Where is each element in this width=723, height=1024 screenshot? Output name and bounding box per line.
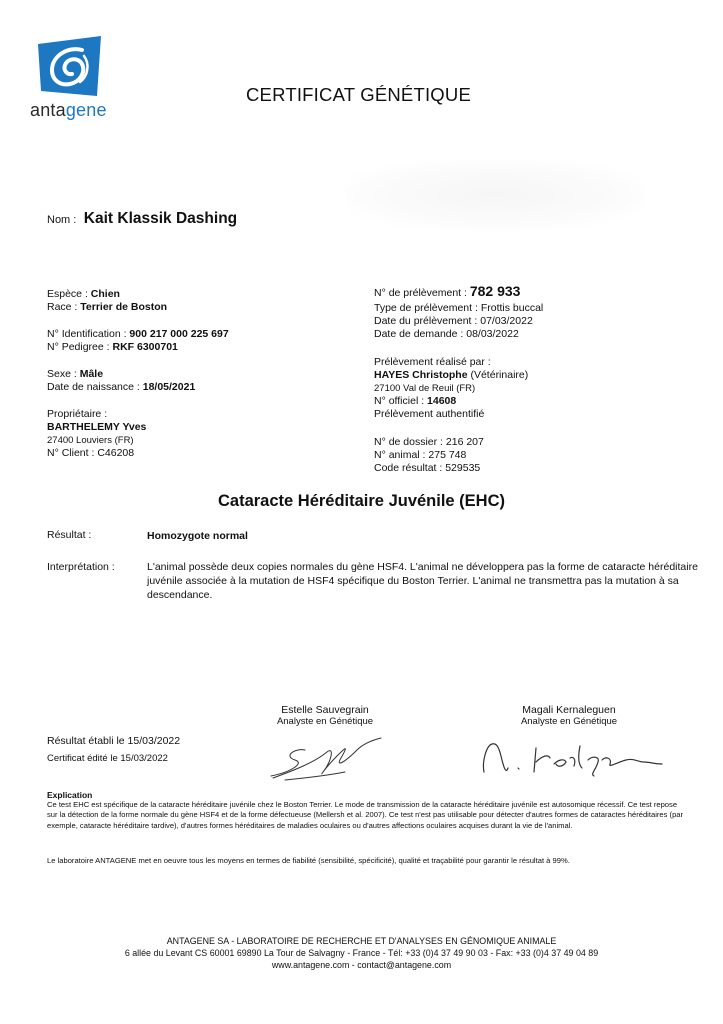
sample-type-value: Frottis buccal	[480, 302, 544, 314]
vet-role: (Vétérinaire)	[470, 369, 529, 381]
owner-label: Propriétaire :	[47, 408, 108, 420]
signatory-role-2: Analyste en Génétique	[520, 716, 618, 727]
sampled-by-label: Prélèvement réalisé par :	[374, 356, 491, 368]
authentic-text: Prélèvement authentifié	[374, 408, 485, 420]
result-label: Résultat :	[47, 529, 92, 541]
request-date-label: Date de demande :	[374, 328, 464, 340]
animal-value: 275 748	[428, 449, 467, 461]
vet-name: HAYES Christophe	[374, 369, 468, 381]
signatory-role-1: Analyste en Génétique	[276, 716, 374, 727]
species-row	[47, 288, 167, 314]
file-block	[374, 436, 484, 475]
dog-name-row	[47, 210, 237, 228]
pedigree-value: RKF 6300701	[112, 341, 178, 353]
dog-name: Kait Klassik Dashing	[83, 210, 238, 227]
official-label: N° officiel :	[374, 395, 425, 407]
result-established-date: Résultat établi le 15/03/2022	[47, 735, 181, 747]
sex-label: Sexe :	[47, 368, 77, 380]
sample-number-value: 782 933	[469, 283, 521, 299]
signatory-name-1: Estelle Sauvegrain	[281, 704, 369, 716]
owner-name: BARTHELEMY Yves	[47, 421, 147, 433]
file-value: 216 207	[445, 436, 484, 448]
sample-date-value: 07/03/2022	[480, 315, 533, 327]
signature-2-icon	[478, 738, 668, 778]
logo-wordmark: antagene	[30, 100, 107, 120]
interpretation-text: L'animal possède deux copies normales du gène HSF4. L'animal ne développera pas la forme de cataracte héréditaire juvénile associée à la mutation de HSF4 spécifique du Boston Terrier. L'animal ne transmettra pas la mutation à sa descendance.	[147, 561, 698, 601]
official-value: 14608	[427, 395, 457, 407]
sample-number-row	[374, 285, 520, 300]
birth-value: 18/05/2021	[142, 381, 196, 393]
pedigree-label: N° Pedigree :	[47, 341, 110, 353]
id-label: N° Identification :	[47, 328, 127, 340]
sample-type-label: Type de prélèvement :	[374, 302, 478, 314]
footer-line-2: 6 allée du Levant CS 60001 69890 La Tour de Salvagny - France - Tél: +33 (0)4 37 49 90 03 - Fax: +33 (0)4 37 49 04 89	[124, 948, 599, 958]
request-date-value: 08/03/2022	[466, 328, 519, 340]
signatory-name-2: Magali Kernaleguen	[522, 704, 616, 716]
sample-date-label: Date du prélèvement :	[374, 315, 478, 327]
code-value: 529535	[445, 462, 481, 474]
species-label: Espèce :	[47, 288, 88, 300]
result-value: Homozygote normal	[147, 530, 248, 542]
species-value: Chien	[90, 288, 120, 300]
page-title: CERTIFICAT GÉNÉTIQUE	[246, 84, 471, 105]
certificate-edited-date: Certificat édité le 15/03/2022	[47, 753, 168, 764]
veterinarian-block	[374, 356, 528, 421]
birth-label: Date de naissance :	[47, 381, 140, 393]
client-label: N° Client :	[47, 447, 95, 459]
antagene-logo-icon	[38, 36, 101, 96]
client-value: C46208	[97, 447, 135, 459]
footer-line-1: ANTAGENE SA - LABORATOIRE DE RECHERCHE ET D'ANALYSES EN GÉNOMIQUE ANIMALE	[166, 936, 557, 946]
identification-block	[47, 328, 229, 354]
breed-value: Terrier de Boston	[80, 301, 168, 313]
owner-city: 27400 Louviers (FR)	[47, 435, 134, 446]
sex-birth-block	[47, 368, 195, 394]
vet-city: 27100 Val de Reuil (FR)	[374, 383, 476, 394]
id-value: 900 217 000 225 697	[129, 328, 229, 340]
name-label: Nom :	[47, 214, 77, 226]
sample-details-block	[374, 302, 543, 341]
lab-statement: Le laboratoire ANTAGENE met en oeuvre tous les moyens en termes de fiabilité (sensibilité, spécificité), qualité et traçabilité pour garantir le résultat à 99%.	[47, 856, 570, 865]
footer-line-3: www.antagene.com - contact@antagene.com	[271, 960, 452, 970]
sample-number-label: N° de prélèvement :	[374, 287, 467, 299]
breed-label: Race :	[47, 301, 78, 313]
owner-block	[47, 408, 146, 460]
interpretation-label: Interprétation :	[47, 561, 115, 573]
file-label: N° de dossier :	[374, 436, 443, 448]
code-label: Code résultat :	[374, 462, 443, 474]
test-title: Cataracte Héréditaire Juvénile (EHC)	[217, 492, 506, 510]
explanation-text: Ce test EHC est spécifique de la cataracte héréditaire juvénile chez le Boston Terrier. Le mode de transmission de la cataracte héréditaire juvénile est autosomique récessif. Ce test repose sur la détection de la forme normale du gène HSF4 et de la forme défectueuse (Mellersh et al. 2007). Ce test n'est pas utilisable pour détecter d'autres formes de cataractes héréditaires (par exemple, cataracte héréditaire tardive), d'autres formes héréditaires de maladies oculaires ou d'autres affections oculaires acquises durant la vie de l'animal.	[47, 800, 684, 830]
sex-value: Mâle	[79, 368, 104, 380]
redacted-area	[345, 160, 645, 230]
signature-1-icon	[265, 732, 385, 787]
explanation-title: Explication	[47, 790, 93, 800]
animal-label: N° animal :	[374, 449, 426, 461]
